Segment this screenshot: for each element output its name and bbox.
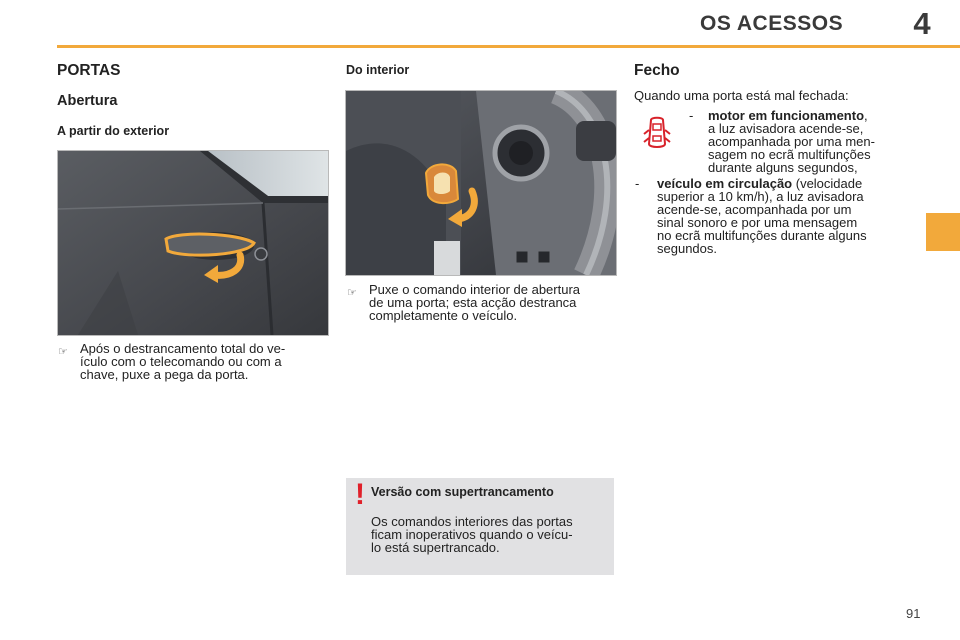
engine-running-item [708,109,904,174]
bold-term: motor em funcionamento [708,108,865,123]
subsection-title-abertura: Abertura [57,93,118,109]
text-fragment: , [864,108,868,123]
text-line: lo está supertrancado. [371,540,500,555]
text-line: acompanhada por uma men- [708,134,875,149]
text-line: Puxe o comando interior de abertura [369,282,581,297]
section-title-fecho: Fecho [634,62,680,79]
text-line: acende-se, acompanhada por um [657,202,852,217]
exterior-instruction [80,342,326,381]
list-dash: - [635,176,640,191]
vehicle-moving-item [657,177,904,255]
chapter-side-tab [926,213,960,251]
page-number: 91 [906,606,921,621]
interior-door-handle-illustration [345,90,617,276]
text-line: ficam inoperativos quando o veícu- [371,527,573,542]
text-line: completamente o veículo. [369,308,518,323]
exclamation-icon: ! [355,478,365,511]
text-line: durante alguns segundos, [708,160,858,175]
text-line: sinal sonoro e por uma mensagem [657,215,858,230]
pointing-hand-icon: ☞ [58,346,68,358]
text-line: chave, puxe a pega da porta. [80,367,249,382]
text-line: superior a 10 km/h), a luz avisadora [657,189,864,204]
text-line: no ecrã multifunções durante alguns [657,228,867,243]
text-line: Os comandos interiores das portas [371,514,573,529]
exterior-door-handle-illustration [57,150,329,336]
bold-term: veículo em circulação [657,176,793,191]
closing-intro: Quando uma porta está mal fechada: [634,88,849,103]
heading-from-inside: Do interior [346,63,410,77]
warning-text [371,515,613,554]
text-line: Após o destrancamento total do ve- [80,341,286,356]
super-locking-warning-box [346,478,614,575]
header-rule [57,45,960,48]
heading-from-outside: A partir do exterior [57,124,170,138]
chapter-number: 4 [913,6,931,41]
chapter-title: OS ACESSOS [700,12,844,35]
text-line: a luz avisadora acende-se, [708,121,864,136]
door-open-warning-icon [643,116,671,150]
text-line: ículo com o telecomando ou com a [80,354,282,369]
interior-instruction [369,283,615,322]
list-dash: - [689,108,694,123]
text-line: sagem no ecrã multifunções [708,147,871,162]
text-line: de uma porta; esta acção destranca [369,295,577,310]
pointing-hand-icon: ☞ [347,287,357,299]
section-title-portas: PORTAS [57,62,121,79]
text-fragment: (velocidade [792,176,863,191]
warning-title: Versão com supertrancamento [371,485,554,499]
text-line: segundos. [657,241,717,256]
